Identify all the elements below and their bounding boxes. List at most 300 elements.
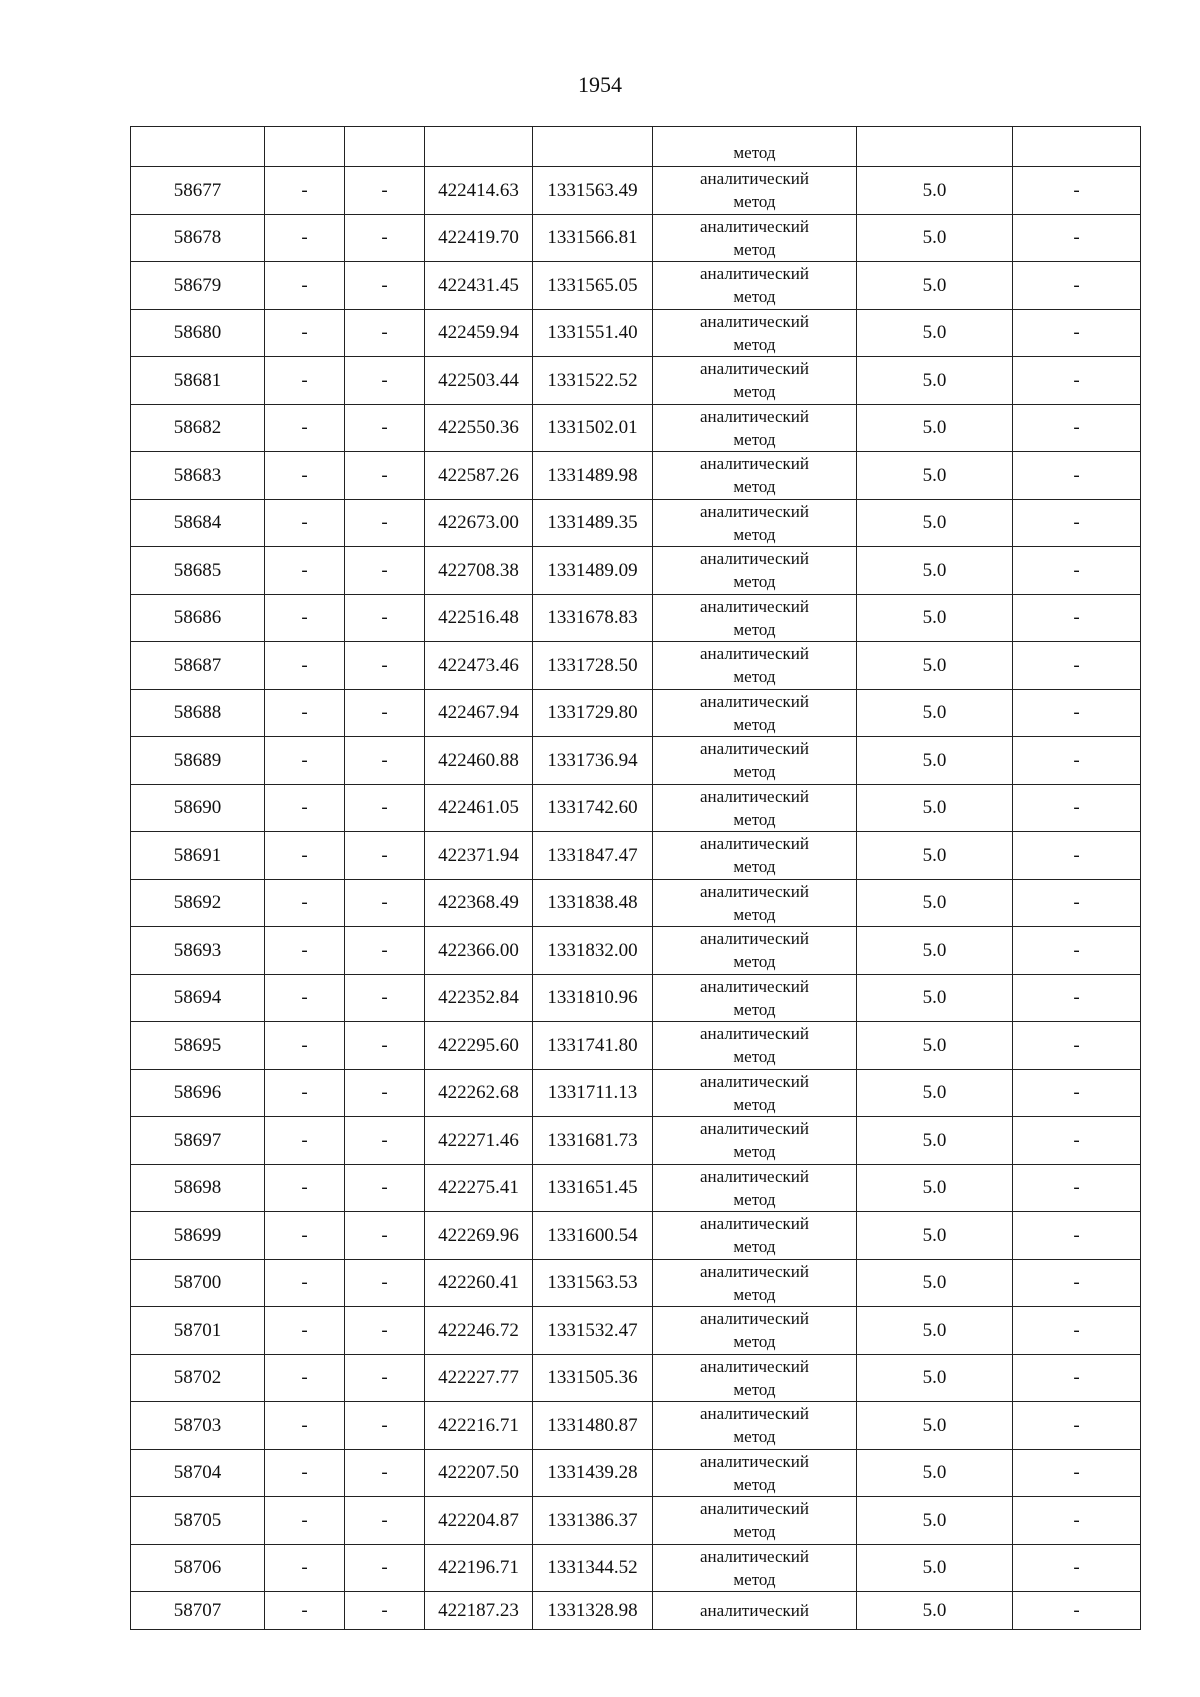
accuracy-cell: 5.0	[857, 1544, 1013, 1592]
x-coordinate-cell: 422216.71	[425, 1402, 533, 1450]
y-coordinate-cell: 1331344.52	[533, 1544, 653, 1592]
dash-cell: -	[1013, 974, 1141, 1022]
accuracy-cell: 5.0	[857, 1449, 1013, 1497]
point-id-cell: 58702	[131, 1354, 265, 1402]
method-cell	[653, 927, 857, 975]
point-id-cell: 58704	[131, 1449, 265, 1497]
point-id-cell: 58690	[131, 784, 265, 832]
dash-cell: -	[265, 167, 345, 215]
method-line-1: аналитический	[700, 549, 809, 569]
dash-cell: -	[345, 1544, 425, 1592]
x-coordinate-cell: 422269.96	[425, 1212, 533, 1260]
table-row	[131, 214, 1141, 262]
method-line-2: метод	[733, 1237, 776, 1257]
method-line-1: аналитический	[700, 406, 809, 426]
dash-cell: -	[345, 927, 425, 975]
x-coordinate-cell: 422419.70	[425, 214, 533, 262]
y-coordinate-cell: 1331532.47	[533, 1307, 653, 1355]
accuracy-cell: 5.0	[857, 1402, 1013, 1450]
dash-cell: -	[1013, 689, 1141, 737]
y-coordinate-cell: 1331489.35	[533, 499, 653, 547]
table-row	[131, 974, 1141, 1022]
x-coordinate-cell: 422227.77	[425, 1354, 533, 1402]
accuracy-cell: 5.0	[857, 547, 1013, 595]
method-cell	[653, 357, 857, 405]
y-coordinate-cell: 1331522.52	[533, 357, 653, 405]
accuracy-cell: 5.0	[857, 1022, 1013, 1070]
x-coordinate-cell: 422371.94	[425, 832, 533, 880]
dash-cell: -	[1013, 832, 1141, 880]
accuracy-cell: 5.0	[857, 262, 1013, 310]
dash-cell: -	[345, 737, 425, 785]
y-coordinate-cell: 1331681.73	[533, 1117, 653, 1165]
accuracy-cell: 5.0	[857, 214, 1013, 262]
table-row	[131, 1544, 1141, 1592]
dash-cell: -	[345, 404, 425, 452]
table-row	[131, 1117, 1141, 1165]
accuracy-cell: 5.0	[857, 1259, 1013, 1307]
dash-cell: -	[265, 499, 345, 547]
dash-cell: -	[265, 1164, 345, 1212]
method-line-1: аналитический	[700, 739, 809, 759]
method-line-1: аналитический	[700, 786, 809, 806]
point-id-cell: 58698	[131, 1164, 265, 1212]
method-line-2: метод	[733, 1474, 776, 1494]
x-coordinate-cell: 422414.63	[425, 167, 533, 215]
method-cell	[653, 1354, 857, 1402]
dash-cell: -	[1013, 1164, 1141, 1212]
dash-cell: -	[345, 262, 425, 310]
dash-cell: -	[1013, 309, 1141, 357]
dash-cell: -	[265, 1544, 345, 1592]
method-line-2: метод	[733, 1332, 776, 1352]
method-cell	[653, 784, 857, 832]
method-line-1: аналитический	[700, 976, 809, 996]
accuracy-cell: 5.0	[857, 927, 1013, 975]
accuracy-cell: 5.0	[857, 832, 1013, 880]
table-cell	[345, 127, 425, 167]
method-cell	[653, 879, 857, 927]
point-id-cell: 58679	[131, 262, 265, 310]
accuracy-cell: 5.0	[857, 1592, 1013, 1630]
method-line-2: метод	[733, 334, 776, 354]
dash-cell: -	[265, 784, 345, 832]
accuracy-cell: 5.0	[857, 1354, 1013, 1402]
dash-cell: -	[1013, 737, 1141, 785]
dash-cell: -	[265, 594, 345, 642]
table-row	[131, 784, 1141, 832]
table-cell	[533, 127, 653, 167]
method-cell: метод	[653, 127, 857, 167]
y-coordinate-cell: 1331563.53	[533, 1259, 653, 1307]
x-coordinate-cell: 422467.94	[425, 689, 533, 737]
y-coordinate-cell: 1331502.01	[533, 404, 653, 452]
dash-cell: -	[265, 1069, 345, 1117]
method-line-1: аналитический	[700, 1214, 809, 1234]
y-coordinate-cell: 1331439.28	[533, 1449, 653, 1497]
method-line-2: метод	[733, 524, 776, 544]
method-cell	[653, 1449, 857, 1497]
accuracy-cell: 5.0	[857, 499, 1013, 547]
method-line-1: аналитический	[700, 1024, 809, 1044]
dash-cell: -	[265, 832, 345, 880]
y-coordinate-cell: 1331838.48	[533, 879, 653, 927]
method-line-2: метод	[733, 999, 776, 1019]
point-id-cell: 58680	[131, 309, 265, 357]
accuracy-cell: 5.0	[857, 1497, 1013, 1545]
table-row	[131, 1069, 1141, 1117]
method-line-1: аналитический	[700, 691, 809, 711]
page-number: 1954	[578, 72, 622, 97]
y-coordinate-cell: 1331551.40	[533, 309, 653, 357]
dash-cell: -	[345, 974, 425, 1022]
method-cell	[653, 1069, 857, 1117]
method-cell	[653, 737, 857, 785]
accuracy-cell: 5.0	[857, 594, 1013, 642]
table-row	[131, 262, 1141, 310]
method-line-1: аналитический	[700, 644, 809, 664]
method-line-2: метод	[733, 429, 776, 449]
table-row	[131, 1164, 1141, 1212]
table-row	[131, 1497, 1141, 1545]
point-id-cell: 58691	[131, 832, 265, 880]
method-cell	[653, 404, 857, 452]
x-coordinate-cell: 422275.41	[425, 1164, 533, 1212]
accuracy-cell: 5.0	[857, 974, 1013, 1022]
method-line-2: метод	[733, 952, 776, 972]
point-id-cell: 58678	[131, 214, 265, 262]
y-coordinate-cell: 1331651.45	[533, 1164, 653, 1212]
dash-cell: -	[1013, 1259, 1141, 1307]
dash-cell: -	[265, 1497, 345, 1545]
dash-cell: -	[1013, 879, 1141, 927]
dash-cell: -	[345, 642, 425, 690]
accuracy-cell: 5.0	[857, 1307, 1013, 1355]
method-line-1: аналитический	[700, 1356, 809, 1376]
method-cell	[653, 499, 857, 547]
table-row	[131, 167, 1141, 215]
y-coordinate-cell: 1331563.49	[533, 167, 653, 215]
dash-cell: -	[345, 1259, 425, 1307]
method-line-2: метод	[733, 1379, 776, 1399]
table-row	[131, 832, 1141, 880]
dash-cell: -	[265, 1592, 345, 1630]
dash-cell: -	[345, 784, 425, 832]
dash-cell: -	[1013, 1212, 1141, 1260]
x-coordinate-cell: 422460.88	[425, 737, 533, 785]
accuracy-cell: 5.0	[857, 309, 1013, 357]
y-coordinate-cell: 1331678.83	[533, 594, 653, 642]
table-cell	[1013, 127, 1141, 167]
y-coordinate-cell: 1331728.50	[533, 642, 653, 690]
x-coordinate-cell: 422260.41	[425, 1259, 533, 1307]
dash-cell: -	[265, 974, 345, 1022]
dash-cell: -	[345, 594, 425, 642]
dash-cell: -	[345, 832, 425, 880]
dash-cell: -	[265, 879, 345, 927]
table-row	[131, 452, 1141, 500]
table-row	[131, 309, 1141, 357]
dash-cell: -	[345, 879, 425, 927]
method-cell	[653, 642, 857, 690]
y-coordinate-cell: 1331832.00	[533, 927, 653, 975]
accuracy-cell: 5.0	[857, 1117, 1013, 1165]
dash-cell: -	[265, 1307, 345, 1355]
y-coordinate-cell: 1331480.87	[533, 1402, 653, 1450]
accuracy-cell: 5.0	[857, 1212, 1013, 1260]
dash-cell: -	[265, 404, 345, 452]
dash-cell: -	[345, 1069, 425, 1117]
table-cell	[265, 127, 345, 167]
point-id-cell: 58700	[131, 1259, 265, 1307]
method-line-2: метод	[733, 1284, 776, 1304]
x-coordinate-cell: 422708.38	[425, 547, 533, 595]
accuracy-cell: 5.0	[857, 642, 1013, 690]
accuracy-cell: 5.0	[857, 879, 1013, 927]
dash-cell: -	[345, 1592, 425, 1630]
dash-cell: -	[265, 642, 345, 690]
table-row	[131, 1212, 1141, 1260]
method-line-2: метод	[733, 904, 776, 924]
dash-cell: -	[265, 1259, 345, 1307]
dash-cell: -	[345, 1022, 425, 1070]
method-line-2: метод	[733, 1189, 776, 1209]
x-coordinate-cell: 422461.05	[425, 784, 533, 832]
dash-cell: -	[265, 262, 345, 310]
method-line-1: аналитический	[700, 1166, 809, 1186]
method-line-1: аналитический	[700, 1071, 809, 1091]
x-coordinate-cell: 422295.60	[425, 1022, 533, 1070]
x-coordinate-cell: 422366.00	[425, 927, 533, 975]
x-coordinate-cell: 422246.72	[425, 1307, 533, 1355]
dash-cell: -	[1013, 1402, 1141, 1450]
point-id-cell: 58688	[131, 689, 265, 737]
table-cell	[131, 127, 265, 167]
dash-cell: -	[265, 1402, 345, 1450]
point-id-cell: 58685	[131, 547, 265, 595]
x-coordinate-cell: 422431.45	[425, 262, 533, 310]
method-cell	[653, 594, 857, 642]
accuracy-cell: 5.0	[857, 784, 1013, 832]
accuracy-cell: 5.0	[857, 357, 1013, 405]
x-coordinate-cell: 422550.36	[425, 404, 533, 452]
y-coordinate-cell: 1331328.98	[533, 1592, 653, 1630]
y-coordinate-cell: 1331489.98	[533, 452, 653, 500]
dash-cell: -	[345, 1354, 425, 1402]
table-row	[131, 1592, 1141, 1630]
accuracy-cell: 5.0	[857, 452, 1013, 500]
method-line-1: аналитический	[700, 1451, 809, 1471]
method-line-2: метод	[733, 1569, 776, 1589]
method-line-1: аналитический	[700, 169, 809, 189]
method-line-2: метод	[733, 619, 776, 639]
method-cell	[653, 1402, 857, 1450]
dash-cell: -	[1013, 1117, 1141, 1165]
method-line-2: метод	[733, 857, 776, 877]
method-cell	[653, 1164, 857, 1212]
method-line-1: аналитический	[700, 1601, 809, 1620]
y-coordinate-cell: 1331566.81	[533, 214, 653, 262]
dash-cell: -	[345, 309, 425, 357]
dash-cell: -	[1013, 1022, 1141, 1070]
method-line-1: аналитический	[700, 454, 809, 474]
method-line-2: метод	[733, 477, 776, 497]
method-line-1: аналитический	[700, 1261, 809, 1281]
dash-cell: -	[265, 689, 345, 737]
x-coordinate-cell: 422459.94	[425, 309, 533, 357]
method-cell	[653, 1259, 857, 1307]
table-row	[131, 927, 1141, 975]
dash-cell: -	[1013, 357, 1141, 405]
table-row	[131, 594, 1141, 642]
dash-cell: -	[265, 737, 345, 785]
table-row	[131, 1307, 1141, 1355]
dash-cell: -	[265, 309, 345, 357]
table-cell	[857, 127, 1013, 167]
method-cell	[653, 214, 857, 262]
y-coordinate-cell: 1331711.13	[533, 1069, 653, 1117]
point-id-cell: 58706	[131, 1544, 265, 1592]
x-coordinate-cell: 422196.71	[425, 1544, 533, 1592]
dash-cell: -	[1013, 214, 1141, 262]
method-line-1: аналитический	[700, 311, 809, 331]
dash-cell: -	[1013, 1449, 1141, 1497]
point-id-cell: 58701	[131, 1307, 265, 1355]
x-coordinate-cell: 422368.49	[425, 879, 533, 927]
dash-cell: -	[1013, 404, 1141, 452]
accuracy-cell: 5.0	[857, 1069, 1013, 1117]
table-row	[131, 1022, 1141, 1070]
point-id-cell: 58697	[131, 1117, 265, 1165]
dash-cell: -	[345, 1402, 425, 1450]
accuracy-cell: 5.0	[857, 404, 1013, 452]
method-cell	[653, 167, 857, 215]
dash-cell: -	[265, 1117, 345, 1165]
dash-cell: -	[1013, 1354, 1141, 1402]
method-cell	[653, 1307, 857, 1355]
table-row	[131, 499, 1141, 547]
method-cell	[653, 262, 857, 310]
table-row	[131, 1449, 1141, 1497]
y-coordinate-cell: 1331742.60	[533, 784, 653, 832]
x-coordinate-cell: 422673.00	[425, 499, 533, 547]
method-line-2: метод	[733, 1427, 776, 1447]
y-coordinate-cell: 1331565.05	[533, 262, 653, 310]
method-cell	[653, 832, 857, 880]
coordinates-table	[130, 126, 1141, 1630]
table-row	[131, 547, 1141, 595]
method-line-2: метод	[733, 1047, 776, 1067]
method-line-2: метод	[733, 239, 776, 259]
method-cell	[653, 452, 857, 500]
dash-cell: -	[345, 499, 425, 547]
point-id-cell: 58682	[131, 404, 265, 452]
x-coordinate-cell: 422503.44	[425, 357, 533, 405]
method-line-1: аналитический	[700, 216, 809, 236]
method-line-1: аналитический	[700, 1309, 809, 1329]
dash-cell: -	[1013, 1497, 1141, 1545]
dash-cell: -	[345, 689, 425, 737]
dash-cell: -	[345, 1449, 425, 1497]
y-coordinate-cell: 1331736.94	[533, 737, 653, 785]
method-line-2: метод	[733, 1522, 776, 1542]
x-coordinate-cell: 422207.50	[425, 1449, 533, 1497]
method-line-1: аналитический	[700, 359, 809, 379]
table-body	[131, 127, 1141, 1630]
method-line-2: метод	[733, 1094, 776, 1114]
method-line-1: аналитический	[700, 1546, 809, 1566]
table-row	[131, 879, 1141, 927]
accuracy-cell: 5.0	[857, 1164, 1013, 1212]
dash-cell: -	[265, 927, 345, 975]
table-cell	[425, 127, 533, 167]
accuracy-cell: 5.0	[857, 689, 1013, 737]
accuracy-cell: 5.0	[857, 167, 1013, 215]
dash-cell: -	[1013, 262, 1141, 310]
method-cell	[653, 1592, 857, 1630]
table-row	[131, 1402, 1141, 1450]
dash-cell: -	[265, 1449, 345, 1497]
dash-cell: -	[345, 1164, 425, 1212]
x-coordinate-cell: 422187.23	[425, 1592, 533, 1630]
dash-cell: -	[265, 357, 345, 405]
point-id-cell: 58693	[131, 927, 265, 975]
table-row	[131, 1259, 1141, 1307]
method-line-2: метод	[733, 667, 776, 687]
dash-cell: -	[1013, 547, 1141, 595]
dash-cell: -	[345, 214, 425, 262]
point-id-cell: 58689	[131, 737, 265, 785]
point-id-cell: 58705	[131, 1497, 265, 1545]
table-row	[131, 642, 1141, 690]
method-cell	[653, 1544, 857, 1592]
dash-cell: -	[265, 452, 345, 500]
dash-cell: -	[1013, 1069, 1141, 1117]
method-line-2: метод	[733, 382, 776, 402]
y-coordinate-cell: 1331386.37	[533, 1497, 653, 1545]
dash-cell: -	[265, 547, 345, 595]
method-cell	[653, 689, 857, 737]
dash-cell: -	[1013, 927, 1141, 975]
method-line-1: аналитический	[700, 834, 809, 854]
method-cell	[653, 1212, 857, 1260]
dash-cell: -	[345, 547, 425, 595]
y-coordinate-cell: 1331505.36	[533, 1354, 653, 1402]
point-id-cell: 58699	[131, 1212, 265, 1260]
method-line-2: метод	[733, 1142, 776, 1162]
method-line-2: метод	[733, 714, 776, 734]
dash-cell: -	[1013, 499, 1141, 547]
method-line-1: аналитический	[700, 881, 809, 901]
y-coordinate-cell: 1331847.47	[533, 832, 653, 880]
dash-cell: -	[345, 357, 425, 405]
dash-cell: -	[345, 1117, 425, 1165]
y-coordinate-cell: 1331489.09	[533, 547, 653, 595]
method-cell	[653, 309, 857, 357]
dash-cell: -	[1013, 642, 1141, 690]
point-id-cell: 58677	[131, 167, 265, 215]
dash-cell: -	[345, 1307, 425, 1355]
dash-cell: -	[1013, 1307, 1141, 1355]
method-line-1: аналитический	[700, 1119, 809, 1139]
x-coordinate-cell: 422262.68	[425, 1069, 533, 1117]
method-cell	[653, 1117, 857, 1165]
table-row	[131, 1354, 1141, 1402]
continuation-row	[131, 127, 1141, 167]
table-row	[131, 689, 1141, 737]
dash-cell: -	[345, 452, 425, 500]
accuracy-cell: 5.0	[857, 737, 1013, 785]
